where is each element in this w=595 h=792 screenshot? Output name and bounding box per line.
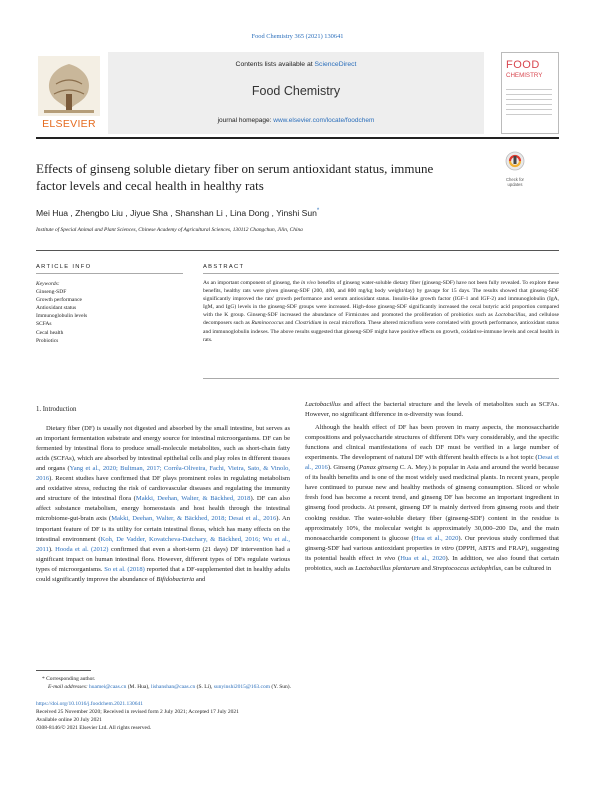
received-dates: Received 25 November 2020; Received in revised form 2 July 2021; Accepted 17 July 2021 [36, 709, 239, 715]
abstract-text: As an important component of ginseng, the in vivo benefits of ginseng water-soluble dietary fiber (ginseng-SDF) have not been fully revealed. To explore these benefits, healthy rats were given ginseng-SDF (200, 400, and 800 mg/kg body weight/day) by gavage for 15 days. The results showed that ginseng-SDF significantly improved the rats' growth performance and serum antioxidant status. Insulin-like growth factor (IGF-1 and IGF-2) and immunoglobulin (IgA, IgM, and IgG) levels in the ginseng-SDF groups were increased. High-dose ginseng-SDF significantly increased the cecal butyric acid proportion compared with the K group. Ginseng-SDF increased the abundance of Firmicutes and promoted the proliferation of probiotics such as Lactobacillus, and cellulose decomposers such as Ruminococcus and Clostridium in cecal microflora. These altered microflora were correlated with growth performance, antioxidant status and immunoglobulin indexes. The above results suggested that ginseng-SDF might have positive effects on growth, oxidative-immune levels and cecal health in rats. [203, 280, 559, 343]
homepage-line [108, 117, 484, 124]
corresponding-author-mark[interactable]: * [316, 208, 320, 215]
keyword-item: Probiotics [36, 337, 59, 344]
sciencedirect-link[interactable]: ScienceDirect [314, 61, 357, 68]
email-link[interactable]: lishanshan@caas.cn [150, 684, 196, 690]
citation-link[interactable]: Makki, Deehan, Walter, & Bäckhed, 2018 [135, 495, 251, 503]
author-list [36, 208, 496, 218]
doi-link[interactable]: https://doi.org/10.1016/j.foodchem.2021.130641 [36, 701, 143, 707]
check-updates-icon [500, 150, 530, 172]
keyword-item: Antioxidant status [36, 305, 77, 312]
intro-paragraph: Lactobacillus and affect the bacterial structure and the levels of metabolites such as SCFAs. However, no significant difference in α-diversity was found. [305, 401, 559, 419]
citation-link[interactable]: Hua et al., 2020 [413, 534, 459, 542]
keyword-item: Cecal health [36, 329, 64, 336]
keyword-item: Growth performance [36, 297, 82, 304]
citation-link[interactable]: Hua et al., 2020 [400, 554, 446, 562]
cover-title-chemistry: CHEMISTRY [506, 72, 543, 79]
footnote-rule [36, 670, 91, 671]
affiliation: Institute of Special Animal and Plant Sciences, Chinese Academy of Agricultural Sciences, 130112 Changchun, Jilin, China [36, 227, 303, 233]
abstract-bottom-rule [203, 378, 559, 379]
body-column-right [305, 400, 559, 574]
cover-lines [506, 85, 552, 119]
check-for-updates-button[interactable] [500, 150, 530, 187]
citation-link[interactable]: Koh, De Vadder, Kovatcheva-Datchary, & Bäckhed, 2016; Wu et al., 2011 [36, 535, 291, 553]
journal-title[interactable]: Food Chemistry [251, 84, 341, 98]
citation-link[interactable]: Hooda et al. (2012) [55, 545, 109, 553]
citation-link[interactable]: So et al. (2018) [104, 565, 145, 573]
contents-line [108, 61, 484, 68]
email-link[interactable]: huamei@caas.cn [89, 684, 127, 690]
cover-title-food: FOOD [506, 59, 540, 71]
email-addresses: E-mail addresses: huamei@caas.cn (M. Hua), lishanshan@caas.cn (S. Li), sunyinshi2015@163.com (Y. Sun). [48, 684, 292, 690]
homepage-prefix: journal homepage: [217, 117, 274, 124]
check-updates-label: Check for updates [506, 177, 524, 187]
corresponding-author-note: * Corresponding author. [42, 676, 96, 682]
keywords-label: Keywords: [36, 281, 60, 287]
section-rule [36, 250, 559, 251]
keyword-item: SCFAs [36, 321, 52, 328]
publisher-name: ELSEVIER [42, 118, 96, 130]
article-info-heading: ARTICLE INFO [36, 264, 92, 270]
elsevier-logo[interactable] [36, 54, 102, 132]
keywords-block [36, 280, 181, 345]
keyword-item: Immunoglobulin levels [36, 313, 88, 320]
contents-prefix: Contents lists available at [235, 61, 315, 68]
journal-header [36, 52, 559, 134]
journal-reference[interactable]: Food Chemistry 365 (2021) 130641 [251, 33, 344, 40]
keyword-item: Ginseng-SDF [36, 289, 67, 296]
citation-link[interactable]: Yang et al., 2020; Bultman, 2017; Corrêa-Oliveira, Fachi, Vieira, Sato, & Vinolo, 2016 [36, 465, 290, 483]
article-title: Effects of ginseng soluble dietary fiber on serum antioxidant status, immune factor levels and cecal health in healthy rats [36, 161, 434, 193]
abstract-rule [203, 273, 559, 274]
journal-cover[interactable] [501, 52, 559, 134]
header-rule [36, 137, 559, 139]
homepage-link[interactable]: www.elsevier.com/locate/foodchem [273, 117, 375, 124]
publication-info [36, 700, 559, 732]
email-link[interactable]: sunyinshi2015@163.com [213, 684, 271, 690]
citation-link[interactable]: Desai et al., 2016 [305, 454, 559, 472]
intro-paragraph: Dietary fiber (DF) is usually not digested and absorbed by the small intestine, but serves as an important fermentation substrate and energy source for intestinal microorganisms. DF can be fermented by intestinal flora to produce small-molecule metabolites, such as short-chain fatty acids (SCFAs), which are absorbed by intestinal epithelial cells and play roles in different tissues and organs (Yang et al., 2020; Bultman, 2017; Corrêa-Oliveira, Fachi, Vieira, Sato, & Vinolo, 2016). Recent studies have confirmed that DF plays prominent roles in regulating metabolism and oxidative stress, reducing the risk of cardiovascular diseases and regulating the immunity and structure of the intestinal flora (Makki, Deehan, Walter, & Bäckhed, 2018). DF can also affect substance metabolism, energy homeostasis and host health through the intestinal microbiome-gut-brain axis (Makki, Deehan, Walter, & Bäckhed, 2018; Desai et al., 2016). An important feature of DF is its utility for certain intestinal floras, which has many effects on the intestinal environment (Koh, De Vadder, Kovatcheva-Datchary, & Bäckhed, 2016; Wu et al., 2011). Hooda et al. (2012) confirmed that even a short-term (21 days) DF intervention had a significant impact on human intestinal flora. However, different types of DFs regulate various types of microorganisms. So et al. (2018) reported that a DF-supplemented diet in healthy adults could significantly improve the abundance of Bifidobacteria and [36, 425, 291, 583]
abstract-heading: ABSTRACT [203, 264, 245, 270]
citation-link[interactable]: Makki, Deehan, Walter, & Bäckhed, 2018; Desai et al., 2016 [111, 515, 277, 523]
copyright: 0308-8146/© 2021 Elsevier Ltd. All rights reserved. [36, 725, 152, 731]
intro-paragraph: Although the health effect of DF has been proven in many aspects, the monosaccharide compositions and polysaccharide structures of different DFs vary considerably, and the specific functions and clinical manifestations of each DF must be verified in a large number of experiments. The development of natural DF with different health effects is a hot topic (Desai et al., 2016). Ginseng (Panax ginseng C. A. Mey.) is popular in Asia and around the world because of its health benefits and is one of the most widely used medicinal plants. In recent years, people have continued to pursue new and healthy methods of ginseng consumption. Sliced or whole fresh food has become a recent trend, and ginseng DF has become an important ingredient in ginseng food products. At present, ginseng DF is mainly derived from ginseng roots and their cooking residue. The water-soluble dietary fiber (ginseng-SDF) content in the residue is approximately 10%, the molecular weight is approximately 30,000–200 Da, and the main monosaccharide component is glucose (Hua et al., 2020). Our previous study confirmed that ginseng-SDF had various antioxidant properties in vitro (DPPH, ABTS and FRAP), suggesting its potential health effect in vivo (Hua et al., 2020). In addition, we also found that certain probiotics, such as Lactobacillus plantarum and Streptococcus acidophilus, can be cultured in [305, 424, 560, 572]
article-info-rule [36, 273, 183, 274]
author-names: Mei Hua , Zhengbo Liu , Jiyue Sha , Shanshan Li , Lina Dong , Yinshi Sun [36, 208, 317, 218]
body-column-left [36, 405, 290, 585]
online-date: Available online 20 July 2021 [36, 717, 102, 723]
footnotes [36, 675, 559, 691]
journal-panel [108, 52, 484, 134]
intro-heading: 1. Introduction [36, 406, 77, 413]
